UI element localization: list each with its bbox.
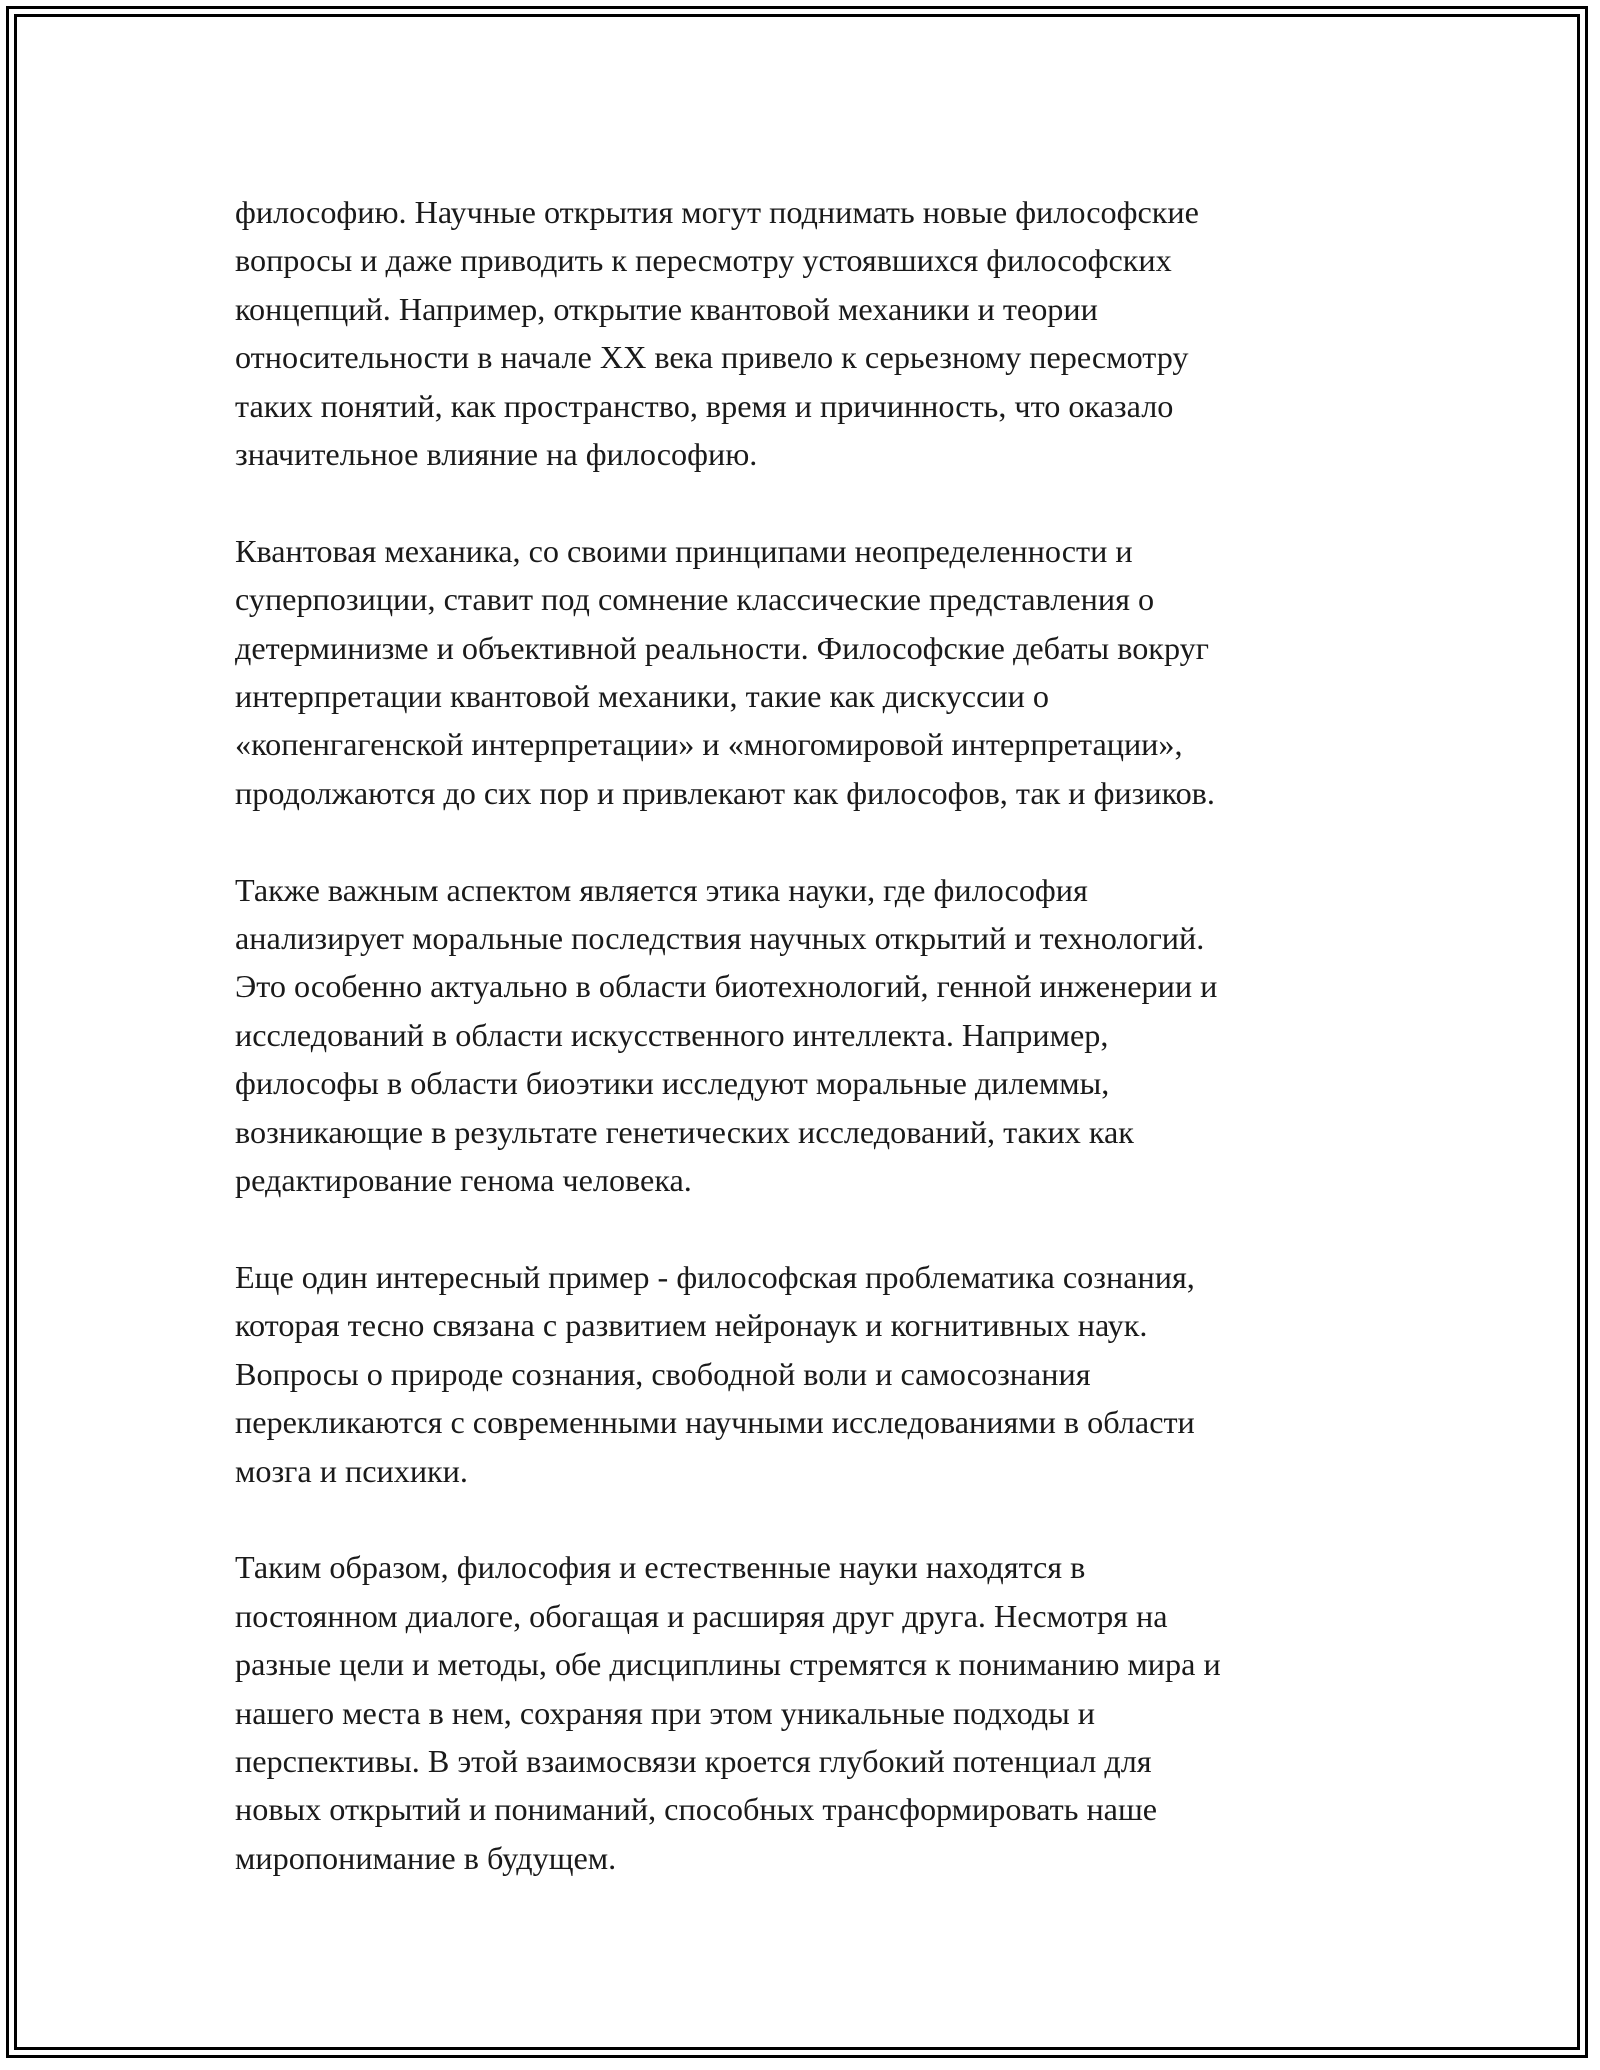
paragraph-quantum-mechanics: Квантовая механика, со своими принципами неопределенности и суперпозиции, ставит под сомнение классические представления о детерминизме и объективной реальности. Философские дебаты вокруг интерпретации квантовой механики, такие как дискуссии о «копенгагенской интерпретации» и «многомировой интерпретации», продолжаются до сих пор и привлекают как философов, так и физиков. — [235, 532, 1215, 811]
document-body — [235, 188, 1375, 1882]
paragraph-philosophy-discoveries: философию. Научные открытия могут поднимать новые философские вопросы и даже приводить к пересмотру устоявшихся философских концепций. Например, открытие квантовой механики и теории относительности в начале XX века привело к серьезному пересмотру таких понятий, как пространство, время и причинность, что оказало значительное влияние на философию. — [235, 194, 1199, 473]
paragraph-ethics-of-science: Также важным аспектом является этика науки, где философия анализирует моральные последствия научных открытий и технологий. Это особенно актуально в области биотехнологий, генной инженерии и исследований в области искусственного интеллекта. Например, философы в области биоэтики исследуют моральные дилеммы, возникающие в результате генетических исследований, таких как редактирование генома человека. — [235, 871, 1218, 1199]
paragraph-conclusion: Таким образом, философия и естественные науки находятся в постоянном диалоге, обогащая и расширяя друг друга. Несмотря на разные цели и методы, обе дисциплины стремятся к пониманию мира и нашего места в нем, сохраняя при этом уникальные подходы и перспективы. В этой взаимосвязи кроется глубокий потенциал для новых открытий и пониманий, способных трансформировать наше миропонимание в будущем. — [235, 1549, 1221, 1876]
paragraph-consciousness: Еще один интересный пример - философская проблематика сознания, которая тесно связана с развитием нейронаук и когнитивных наук. Вопросы о природе сознания, свободной воли и самосознания перекликаются с современными научными исследованиями в области мозга и психики. — [235, 1258, 1195, 1489]
